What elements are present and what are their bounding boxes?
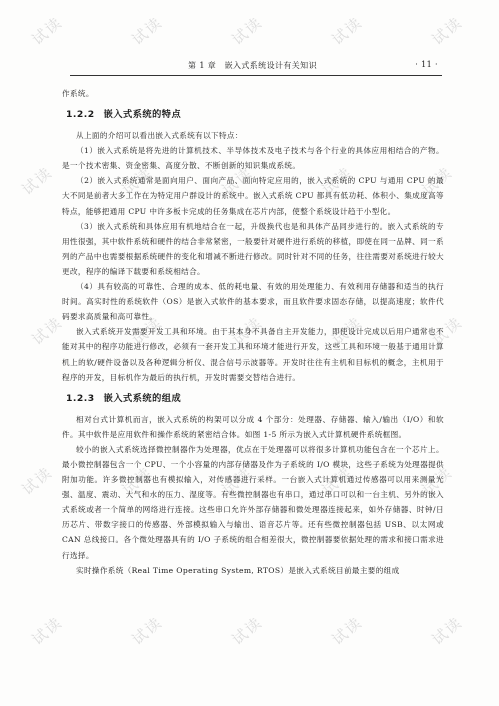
chapter-title: 第 1 章 嵌入式系统设计有关知识 xyxy=(188,61,317,70)
running-header xyxy=(70,58,440,74)
section-number: 1.2.2 xyxy=(66,109,95,121)
watermark-text: 试读 xyxy=(428,613,467,649)
watermark-text: 试读 xyxy=(28,613,67,649)
watermark-text: 试读 xyxy=(128,13,167,49)
watermark-text: 试读 xyxy=(118,163,157,199)
paragraph: （4）具有较高的可靠性、合理的成本、低的耗电量、有效的用处理能力、有效利用存储器和适当的执行时间。高实时性的系统软件（OS）是嵌入式软件的基本要求，而且软件要求固态存储，以提高速度；软件代码要求高质量和高可靠性。 xyxy=(62,282,444,322)
watermark-text: 试读 xyxy=(18,463,57,499)
section-heading xyxy=(62,107,444,123)
header-rule xyxy=(70,75,442,76)
watermark-text: 试读 xyxy=(228,313,267,349)
section-title: 嵌入式系统的组成 xyxy=(103,392,182,404)
paragraph: （2）嵌入式系统通常是面向用户、面向产品、面向特定应用的，嵌入式系统的 CPU 与通用 CPU 的最大不同是前者大多工作在为特定用户群设计的系统中。嵌入式系统 CPU 都具有低功耗、体积小、集成度高等特点，能够把通用 CPU 中许多板卡完成的任务集成在芯片内部，使整个系统设计趋于小型化。 xyxy=(62,176,444,216)
watermark-text: 试读 xyxy=(328,313,367,349)
watermark-text: 试读 xyxy=(328,13,367,49)
watermark-text: 试读 xyxy=(28,313,67,349)
watermark-text: 试读 xyxy=(428,313,467,349)
paragraph: （1）嵌入式系统是将先进的计算机技术、半导体技术及电子技术与各个行业的具体应用相结合的产物。是一个技术密集、资金密集、高度分散、不断创新的知识集成系统。 xyxy=(62,146,444,171)
paragraph: 实时操作系统（Real Time Operating System, RTOS）是嵌入式系统目前最主要的组成 xyxy=(76,565,400,575)
watermark-text: 试读 xyxy=(18,163,57,199)
paragraph: 嵌入式系统开发需要开发工具和环境。由于其本身不具备自主开发能力，即使设计完成以后用户通常也不能对其中的程序功能进行修改，必须有一套开发工具和环境才能进行开发，这些工具和环境一般基于通用计算机上的软/硬件设备以及各种逻辑分析仪、混合信号示波器等。开发时往往有主机和目标机的概念，主机用于程序的开发，目标机作为最后的执行机，开发时需要交替结合进行。 xyxy=(62,327,444,382)
watermark-text: 试读 xyxy=(228,13,267,49)
section-title: 嵌入式系统的特点 xyxy=(103,109,182,121)
watermark-text: 试读 xyxy=(418,463,457,499)
paragraph: 相对台式计算机而言，嵌入式系统的构架可以分成 4 个部分：处理器、存储器、输入/输出（I/O）和软件。其中软件是应用软件和操作系统的紧密结合体。如图 1-5 所示为嵌入式计算机硬件系统框图。 xyxy=(62,414,444,439)
watermark-text: 试读 xyxy=(318,163,357,199)
paragraph: （3）嵌入式系统和具体应用有机地结合在一起，升级换代也是和具体产品同步进行的。嵌入式系统的专用性很强，其中软件系统和硬件的结合非常紧密，一般要针对硬件进行系统的移植，即使在同一品牌、同一系列的产品中也需要根据系统硬件的变化和增减不断进行修改。同时针对不同的任务，往往需要对系统进行较大更改，程序的编译下载要和系统相结合。 xyxy=(62,221,444,276)
paragraph: 较小的嵌入式系统选择微控制器作为处理器，优点在于处理器可以将很多计算机功能包含在一个芯片上。最小微控制器包含一个 CPU、一个小容量的内部存储器及作为子系统的 I/O 模块，这些子系统为处理器提供附加功能。许多微控制器也有模拟输入，对传感器进行采样。一台嵌入式计算机通过传感器可以用来测量光强、温度、震动、大气和水的压力、湿度等。有些微控制器也有串口，通过串口可以和一台主机、另外的嵌入式系统或者一个简单的网络进行连接。这些串口允许外部存储器和微处理器连接起来，如外存储器、时钟/日历芯片、带数字接口的传感器、外部模拟输入与输出、语音芯片等。还有些微控制器包括 USB、以太网或 CAN 总线接口。各个微处理器具有的 I/O 子系统的组合相差很大，微控制器要依据处理的需求和接口需求进行选择。 xyxy=(62,444,444,560)
watermark-text: 试读 xyxy=(328,613,367,649)
watermark-text: 试读 xyxy=(228,613,267,649)
watermark-text: 试读 xyxy=(418,163,457,199)
watermark-text: 试读 xyxy=(128,613,167,649)
watermark-text: 试读 xyxy=(128,313,167,349)
page-number: · 11 · xyxy=(415,60,438,69)
watermark-text: 试读 xyxy=(28,13,67,49)
section-number: 1.2.3 xyxy=(66,392,95,404)
watermark-text: 试读 xyxy=(218,163,257,199)
watermark-text: 试读 xyxy=(428,13,467,49)
watermark-text: 试读 xyxy=(218,463,257,499)
paragraph: 作系统。 xyxy=(62,89,94,98)
watermark-text: 试读 xyxy=(118,463,157,499)
watermark-text: 试读 xyxy=(318,463,357,499)
body-text xyxy=(62,86,444,578)
paragraph: 从上面的介绍可以看出嵌入式系统有以下特点： xyxy=(76,131,243,141)
section-heading xyxy=(62,391,444,407)
